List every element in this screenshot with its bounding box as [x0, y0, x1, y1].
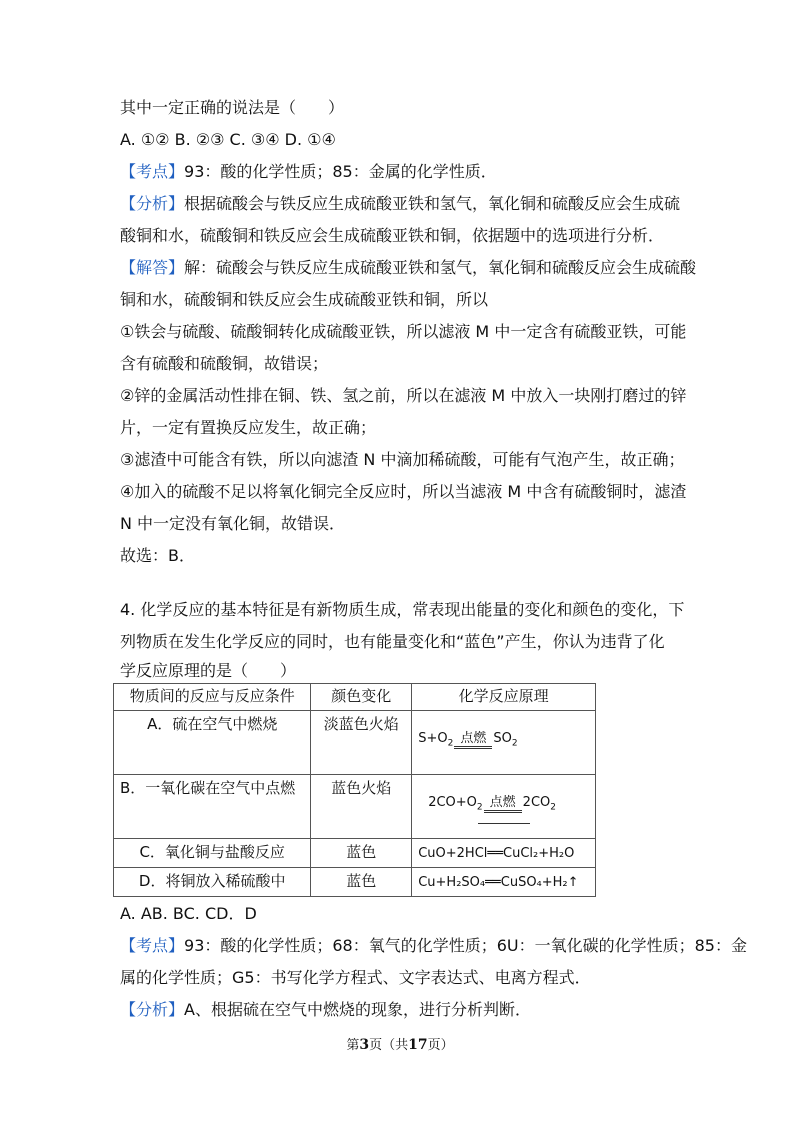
row-c-reaction: C．氧化铜与盐酸反应	[114, 839, 311, 868]
q3-item1-line2: 含有硫酸和硫酸铜，故错误；	[120, 354, 329, 373]
fenxi-text: 根据硫酸会与铁反应生成硫酸亚铁和氢气，氧化铜和硫酸反应会生成硫	[184, 194, 681, 213]
header-principle: 化学反应原理	[412, 684, 596, 711]
q3-jieda-1	[120, 258, 696, 278]
q4-stem-line3: 学反应原理的是（ ）	[120, 661, 297, 680]
table-row-a	[114, 711, 596, 775]
row-a-reaction: A．硫在空气中燃烧	[114, 711, 311, 775]
table-row-c	[114, 839, 596, 868]
row-a-equation	[412, 711, 596, 775]
row-b-color: 蓝色火焰	[311, 775, 412, 839]
q4-stem-line1: 4. 化学反应的基本特征是有新物质生成，常表现出能量的变化和颜色的变化，下	[120, 600, 685, 619]
fenxi-text: A、根据硫在空气中燃烧的现象，进行分析判断．	[184, 1000, 531, 1019]
condition-b: 点燃	[484, 796, 522, 813]
table-row-b	[114, 775, 596, 839]
equation-a: $S+O_2$ 点燃 $SO_2$	[418, 731, 518, 749]
table-row-d	[114, 868, 596, 897]
kaodian-tag: 【考点】	[120, 162, 185, 181]
equation-b: $2CO+O_2$ 点燃 $2CO_2$	[428, 795, 556, 813]
q3-kaodian	[120, 162, 497, 182]
table-header-row	[114, 684, 596, 711]
q4-kaodian-1	[120, 936, 747, 956]
row-b-reaction: B．一氧化碳在空气中点燃	[114, 775, 311, 839]
row-d-reaction: D．将铜放入稀硫酸中	[114, 868, 311, 897]
q3-item2-line2: 片，一定有置换反应发生，故正确；	[120, 418, 377, 437]
q3-item4-line1: ④加入的硫酸不足以将氧化铜完全反应时，所以当滤液 M 中含有硫酸铜时，滤渣	[120, 482, 687, 501]
row-a-color: 淡蓝色火焰	[311, 711, 412, 775]
q3-answer: 故选：B．	[120, 546, 195, 565]
header-reaction: 物质间的反应与反应条件	[114, 684, 311, 711]
header-color: 颜色变化	[311, 684, 412, 711]
equation-c: CuO+2HCl══CuCl₂+H₂O	[418, 846, 575, 861]
q3-fenxi-1	[120, 194, 680, 214]
page-footer: 第3页（共17页）	[346, 1037, 454, 1053]
equation-d: Cu+H₂SO₄══CuSO₄+H₂↑	[418, 875, 579, 890]
kaodian-text: 93：酸的化学性质；68：氧气的化学性质；6U：一氧化碳的化学性质；85：金	[184, 936, 747, 955]
q4-kaodian-2: 属的化学性质；G5：书写化学方程式、文字表达式、电离方程式．	[120, 968, 591, 987]
equation-b-underline	[478, 821, 530, 824]
q4-fenxi-1	[120, 1000, 531, 1020]
kaodian-text: 93：酸的化学性质；85：金属的化学性质．	[184, 162, 497, 181]
row-b-equation	[412, 775, 596, 839]
condition-a: 点燃	[454, 732, 492, 749]
q3-fenxi-2: 酸铜和水，硫酸铜和铁反应会生成硫酸亚铁和铜，依据题中的选项进行分析．	[120, 226, 665, 245]
row-d-color: 蓝色	[311, 868, 412, 897]
q4-stem-line2: 列物质在发生化学反应的同时，也有能量变化和“蓝色”产生，你认为违背了化	[120, 632, 665, 651]
q3-item4-line2: N 中一定没有氧化铜，故错误．	[120, 514, 346, 533]
kaodian-tag: 【考点】	[120, 936, 185, 955]
q3-jieda-2: 铜和水，硫酸铜和铁反应会生成硫酸亚铁和铜，所以	[120, 290, 489, 309]
q3-item2-line1: ②锌的金属活动性排在铜、铁、氢之前，所以在滤液 M 中放入一块刚打磨过的锌	[120, 386, 687, 405]
reaction-table	[113, 683, 596, 897]
fenxi-tag: 【分析】	[120, 194, 185, 213]
total-pages: 17	[408, 1037, 428, 1053]
jieda-tag: 【解答】	[120, 258, 185, 277]
page-number: 3	[359, 1037, 370, 1053]
q3-item1-line1: ①铁会与硫酸、硫酸铜转化成硫酸亚铁，所以滤液 M 中一定含有硫酸亚铁，可能	[120, 322, 687, 341]
q3-item3-line1: ③滤渣中可能含有铁，所以向滤渣 N 中滴加稀硫酸，可能有气泡产生，故正确；	[120, 450, 685, 469]
q3-options: A. ①② B. ②③ C. ③④ D. ①④	[120, 130, 336, 149]
q3-stem-tail: 其中一定正确的说法是（ ）	[120, 98, 345, 117]
jieda-text: 解：硫酸会与铁反应生成硫酸亚铁和氢气，氧化铜和硫酸反应会生成硫酸	[184, 258, 697, 277]
row-d-equation	[412, 868, 596, 897]
row-c-equation	[412, 839, 596, 868]
fenxi-tag: 【分析】	[120, 1000, 185, 1019]
row-c-color: 蓝色	[311, 839, 412, 868]
q4-options: A. AB. BC. CD．D	[120, 904, 257, 923]
